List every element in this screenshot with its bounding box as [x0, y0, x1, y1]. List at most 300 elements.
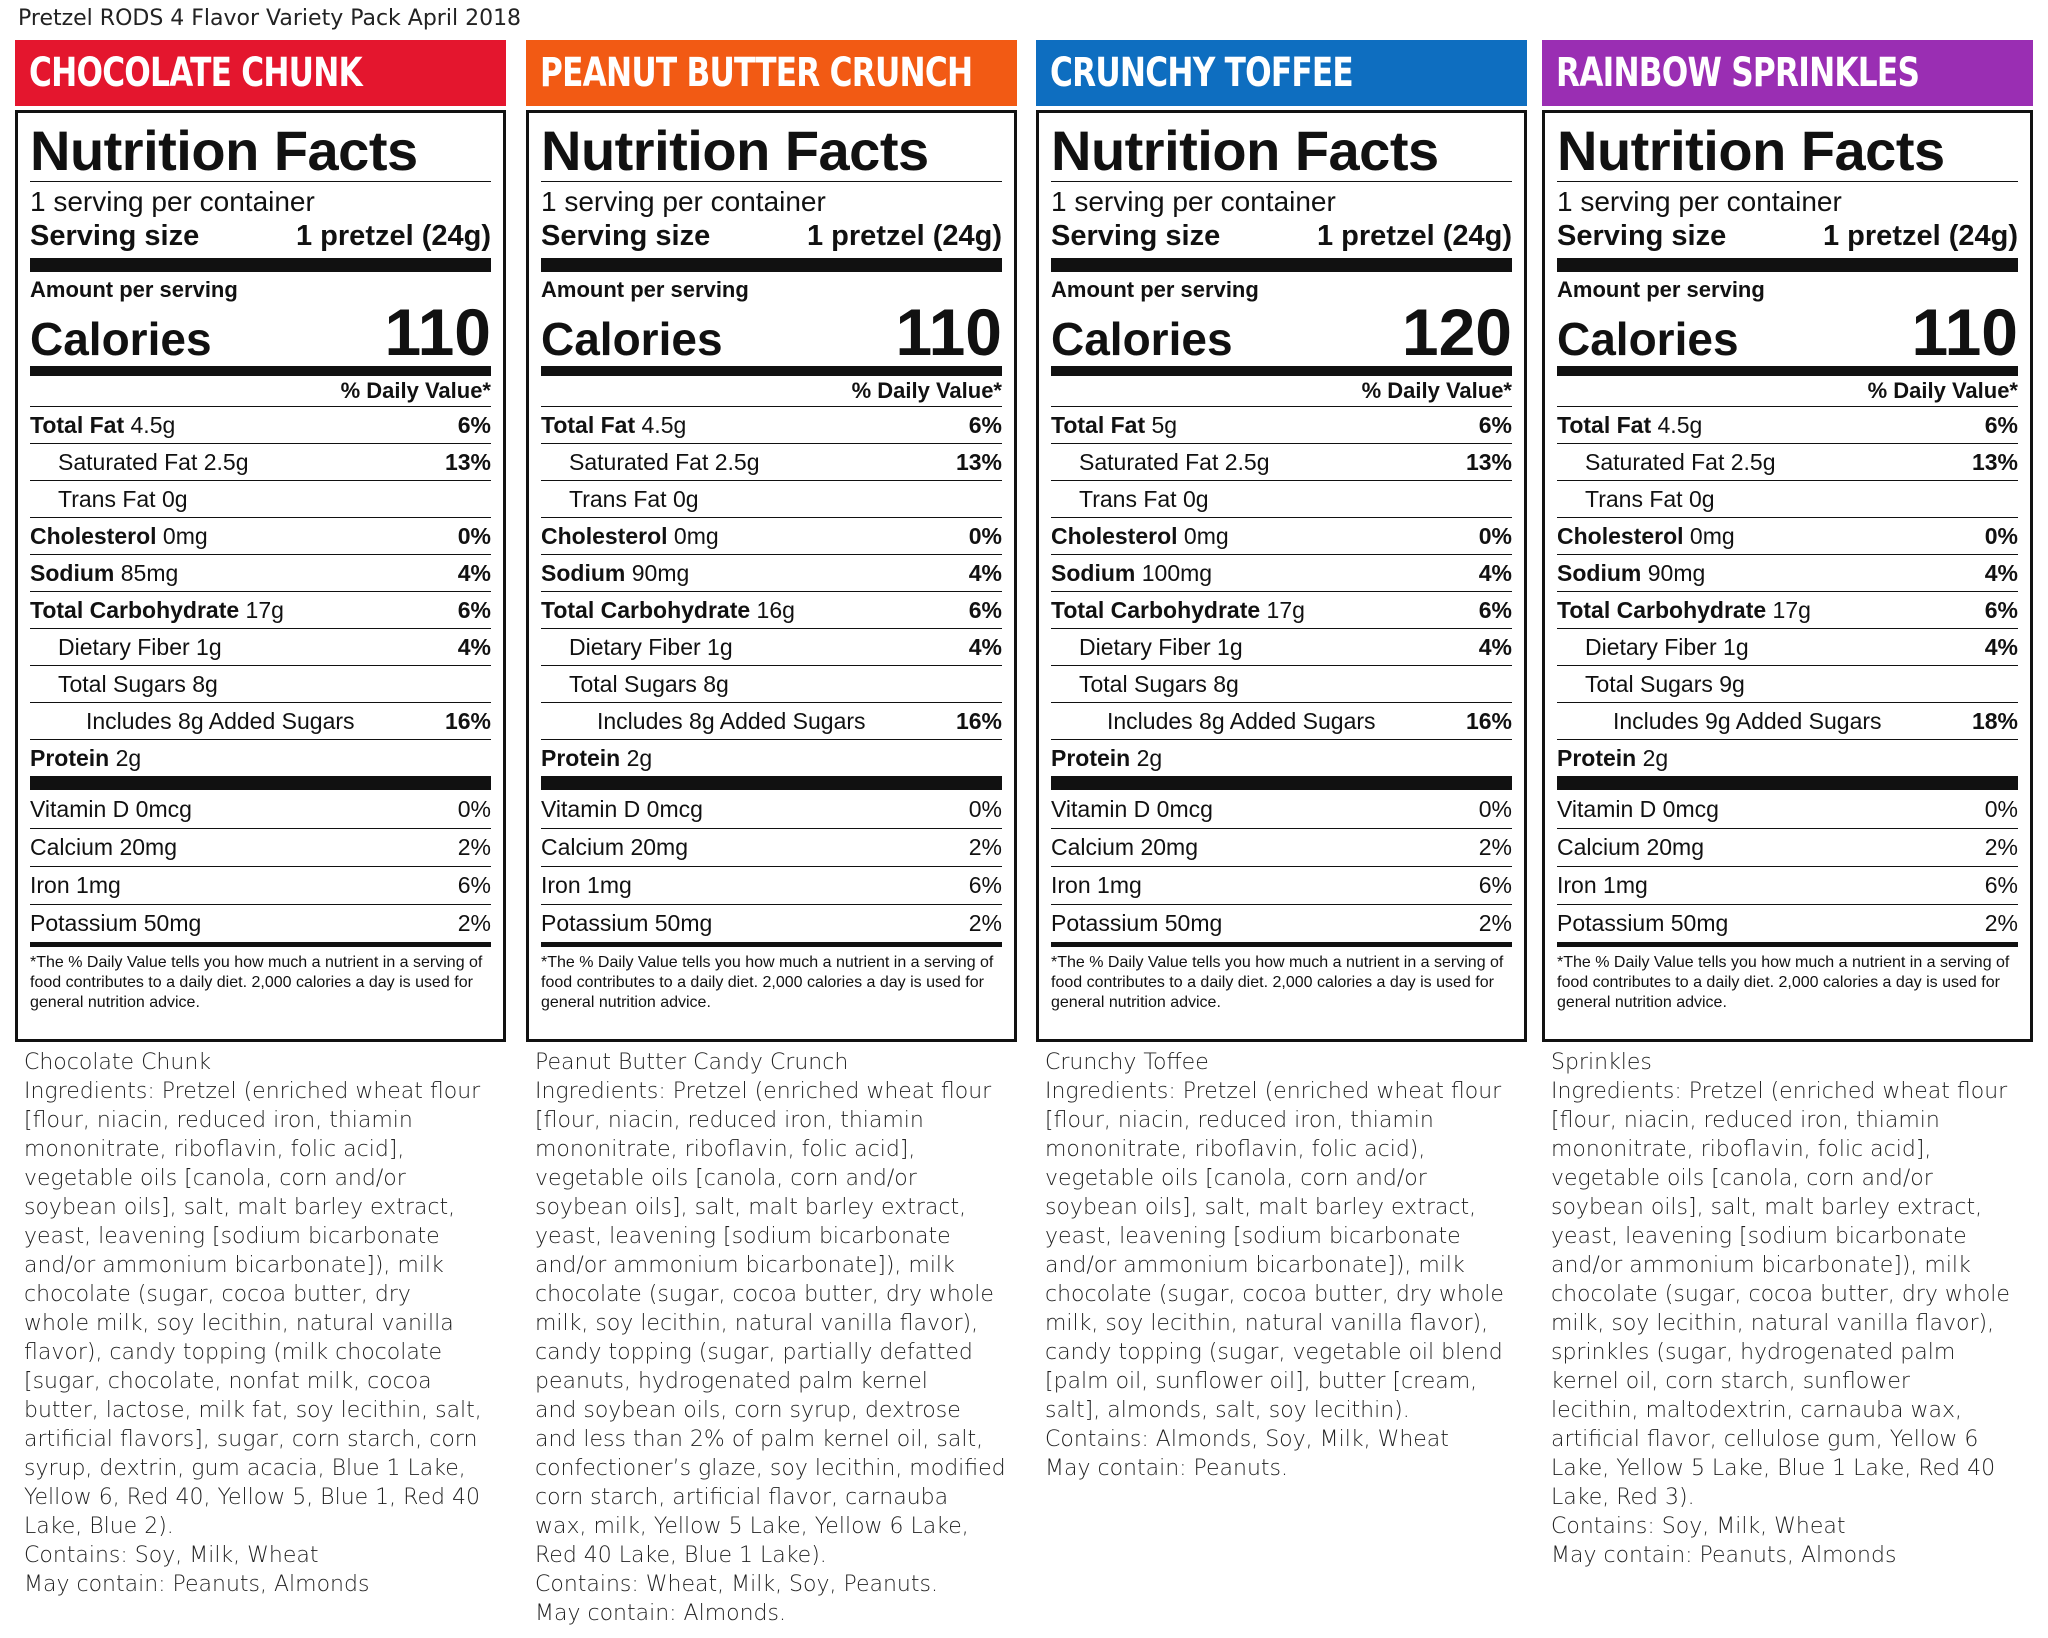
- nutrient-row: [30, 480, 491, 517]
- ingredients-line: Contains: Soy, Milk, Wheat: [24, 1543, 319, 1568]
- nutrient-amount: 2g: [1642, 744, 1669, 771]
- nutrient-name: Total Carbohydrate: [1051, 596, 1261, 623]
- vitamin-list: [30, 790, 491, 942]
- nutrient-amount: 16g: [756, 596, 795, 623]
- ingredients-line: Ingredients: Pretzel (enriched wheat flour: [24, 1079, 481, 1104]
- ingredients-line: Chocolate Chunk: [24, 1050, 211, 1075]
- nutrient-amount: 0mg: [1689, 522, 1735, 549]
- ingredients-line: soybean oils], salt, malt barley extract,: [24, 1195, 456, 1220]
- nutrient-name: Trans Fat: [58, 485, 156, 512]
- nutrient-row: [1557, 739, 2018, 776]
- nutrient-name: Protein: [30, 744, 110, 771]
- ingredients-line: mononitrate, riboflavin, folic acid),: [1045, 1137, 1426, 1162]
- nutrient-daily-value: 6%: [1984, 411, 2018, 438]
- nutrient-row: [1557, 480, 2018, 517]
- daily-value-header: % Daily Value*: [340, 378, 491, 403]
- ingredients-line: Yellow 6, Red 40, Yellow 5, Blue 1, Red 40: [24, 1485, 480, 1510]
- nutrient-row: [1557, 591, 2018, 628]
- nutrient-amount: 8g: [1213, 670, 1239, 697]
- nutrient-daily-value: 6%: [457, 596, 491, 623]
- vitamin-name: Vitamin D: [1051, 795, 1151, 822]
- ingredients-text: [15, 1048, 506, 1599]
- ingredients-line: vegetable oils [canola, corn and/or: [1045, 1166, 1427, 1191]
- ingredients-line: [flour, niacin, reduced iron, thiamin: [1551, 1108, 1940, 1133]
- nutrient-amount: 0mg: [162, 522, 208, 549]
- ingredients-text: [526, 1048, 1017, 1628]
- ingredients-line: [flour, niacin, reduced iron, thiamin: [24, 1108, 413, 1133]
- vitamin-name: Potassium: [30, 910, 138, 936]
- nutrient-amount: 0mg: [1183, 522, 1229, 549]
- nutrient-name: Saturated Fat: [1079, 448, 1219, 475]
- vitamin-row: [1051, 828, 1512, 866]
- vitamin-daily-value: 2%: [457, 834, 491, 860]
- servings-per-container: 1 serving per container: [1557, 186, 1842, 217]
- ingredients-line: and/or ammonium bicarbonate]), milk: [535, 1253, 955, 1278]
- nutrient-amount: 2g: [115, 744, 142, 771]
- calories-value: 120: [1401, 295, 1512, 369]
- vitamin-row: [1051, 866, 1512, 904]
- vitamin-amount: 50mg: [1164, 910, 1223, 936]
- vitamin-row: [1557, 904, 2018, 942]
- nutrient-name: Dietary Fiber: [1585, 633, 1717, 660]
- nutrient-row: [1051, 665, 1512, 702]
- nutrient-row: [1051, 591, 1512, 628]
- vitamin-name: Iron: [541, 872, 581, 898]
- ingredients-line: [flour, niacin, reduced iron, thiamin: [535, 1108, 924, 1133]
- footnote: *The % Daily Value tells you how much a nutrient in a serving of food contributes to a daily diet. 2,000 calories a day is used for general nutrition advice.: [30, 954, 483, 1011]
- nutrient-daily-value: 6%: [1984, 596, 2018, 623]
- vitamin-daily-value: 2%: [1984, 834, 2018, 860]
- vitamin-daily-value: 6%: [457, 872, 491, 898]
- nutrient-amount: 1g: [1723, 633, 1749, 660]
- serving-size-row: [1051, 218, 1512, 258]
- ingredients-line: soybean oils], salt, malt barley extract,: [535, 1195, 967, 1220]
- nutrient-amount: 17g: [1266, 596, 1305, 623]
- vitamin-daily-value: 2%: [968, 834, 1002, 860]
- vitamin-list: [1051, 790, 1512, 942]
- vitamin-row: [1557, 790, 2018, 828]
- vitamin-daily-value: 2%: [1478, 834, 1512, 860]
- serving-size-label: Serving size: [1051, 220, 1221, 252]
- calories-row: [541, 295, 1002, 369]
- nutrient-name: Includes 8g Added Sugars: [597, 707, 866, 734]
- divider: [1051, 258, 1512, 272]
- ingredients-line: confectioner’s glaze, soy lecithin, modified: [535, 1456, 1006, 1481]
- footnote: *The % Daily Value tells you how much a nutrient in a serving of food contributes to a daily diet. 2,000 calories a day is used for general nutrition advice.: [1557, 954, 2010, 1011]
- nutrient-name: Trans Fat: [1585, 485, 1683, 512]
- ingredients-line: yeast, leavening [sodium bicarbonate: [24, 1224, 440, 1249]
- flavor-name: RAINBOW SPRINKLES: [1556, 50, 1920, 96]
- nutrient-name: Total Fat: [541, 411, 636, 438]
- flavor-name: PEANUT BUTTER CRUNCH: [540, 50, 973, 96]
- flavor-column: [1542, 40, 2033, 1570]
- nutrient-amount: 2.5g: [714, 448, 760, 475]
- servings-per-container: 1 serving per container: [30, 186, 315, 217]
- serving-size-row: [1557, 218, 2018, 258]
- ingredients-line: kernel oil, corn starch, sunflower: [1551, 1369, 1910, 1394]
- nutrient-name: Sodium: [1051, 559, 1136, 586]
- serving-size-label: Serving size: [541, 220, 711, 252]
- vitamin-daily-value: 2%: [457, 910, 491, 936]
- ingredients-line: Ingredients: Pretzel (enriched wheat flour: [1551, 1079, 2008, 1104]
- nutrition-facts-panel: [1036, 110, 1527, 1042]
- flavor-banner: [15, 40, 506, 106]
- vitamin-name: Iron: [30, 872, 70, 898]
- ingredients-line: chocolate (sugar, cocoa butter, dry whole: [1551, 1282, 2010, 1307]
- vitamin-amount: 1mg: [1603, 872, 1648, 898]
- nutrient-name: Total Sugars: [1079, 670, 1207, 697]
- vitamin-name: Iron: [1051, 872, 1091, 898]
- nutrient-name: Protein: [1051, 744, 1131, 771]
- nutrient-daily-value: 6%: [968, 411, 1002, 438]
- nutrient-row: [541, 628, 1002, 665]
- ingredients-line: chocolate (sugar, cocoa butter, dry: [24, 1282, 411, 1307]
- serving-size-label: Serving size: [1557, 220, 1727, 252]
- nutrient-name: Total Carbohydrate: [541, 596, 751, 623]
- daily-value-header: % Daily Value*: [1867, 378, 2018, 403]
- vitamin-amount: 50mg: [143, 910, 202, 936]
- amount-per-serving: Amount per serving: [1051, 277, 1259, 302]
- nutrition-facts-panel: [15, 110, 506, 1042]
- nutrient-row: [541, 591, 1002, 628]
- vitamin-row: [30, 904, 491, 942]
- nutrient-row: [541, 480, 1002, 517]
- divider: [541, 776, 1002, 790]
- ingredients-line: wax, milk, Yellow 5 Lake, Yellow 6 Lake,: [535, 1514, 969, 1539]
- nutrient-daily-value: 4%: [457, 633, 491, 660]
- ingredients-line: artificial flavors], sugar, corn starch, corn: [24, 1427, 478, 1452]
- calories-row: [1051, 295, 1512, 369]
- nutrient-daily-value: 4%: [968, 633, 1002, 660]
- calories-row: [1557, 295, 2018, 369]
- vitamin-name: Potassium: [541, 910, 649, 936]
- nutrient-daily-value: 6%: [968, 596, 1002, 623]
- nutrient-amount: 5g: [1151, 411, 1178, 438]
- ingredients-line: butter, lactose, milk fat, soy lecithin, salt,: [24, 1398, 482, 1423]
- nutrient-daily-value: 0%: [1478, 522, 1512, 549]
- ingredients-line: mononitrate, riboflavin, folic acid],: [24, 1137, 405, 1162]
- ingredients-line: Contains: Almonds, Soy, Milk, Wheat: [1045, 1427, 1449, 1452]
- divider: [1051, 776, 1512, 790]
- nutrient-daily-value: 13%: [955, 448, 1002, 475]
- vitamin-name: Vitamin D: [541, 795, 641, 822]
- ingredients-line: corn starch, artificial flavor, carnauba: [535, 1485, 949, 1510]
- nutrient-name: Total Sugars: [58, 670, 186, 697]
- nutrient-daily-value: 13%: [1971, 448, 2018, 475]
- vitamin-daily-value: 2%: [968, 910, 1002, 936]
- vitamin-amount: 1mg: [1097, 872, 1142, 898]
- nutrient-amount: 100mg: [1141, 559, 1213, 586]
- vitamin-name: Calcium: [30, 834, 114, 860]
- nutrient-row: [30, 406, 491, 443]
- nutrient-list: [30, 406, 491, 776]
- vitamin-name: Vitamin D: [1557, 795, 1657, 822]
- nutrient-daily-value: 16%: [444, 707, 491, 734]
- vitamin-amount: 1mg: [76, 872, 121, 898]
- nutrient-name: Saturated Fat: [58, 448, 198, 475]
- flavor-name: CRUNCHY TOFFEE: [1050, 50, 1353, 96]
- vitamin-name: Calcium: [541, 834, 625, 860]
- nutrient-name: Total Fat: [30, 411, 125, 438]
- nutrient-daily-value: 13%: [444, 448, 491, 475]
- nutrient-amount: 17g: [1772, 596, 1811, 623]
- nutrient-name: Dietary Fiber: [1079, 633, 1211, 660]
- ingredients-line: vegetable oils [canola, corn and/or: [1551, 1166, 1933, 1191]
- nutrient-name: Total Sugars: [1585, 670, 1713, 697]
- nutrient-name: Total Fat: [1557, 411, 1652, 438]
- nutrient-amount: 4.5g: [1657, 411, 1703, 438]
- ingredients-line: and/or ammonium bicarbonate]), milk: [1551, 1253, 1971, 1278]
- vitamin-name: Potassium: [1051, 910, 1159, 936]
- nutrient-amount: 2.5g: [1224, 448, 1270, 475]
- ingredients-text: [1542, 1048, 2033, 1570]
- calories-value: 110: [1911, 295, 2018, 369]
- ingredients-line: May contain: Peanuts.: [1045, 1456, 1289, 1481]
- nutrient-daily-value: 18%: [1971, 707, 2018, 734]
- nutrient-daily-value: 4%: [1478, 559, 1512, 586]
- nutrient-row: [30, 517, 491, 554]
- nutrient-row: [30, 739, 491, 776]
- nutrient-amount: 1g: [196, 633, 222, 660]
- nutrient-name: Cholesterol: [541, 522, 668, 549]
- vitamin-daily-value: 2%: [1478, 910, 1512, 936]
- servings-per-container: 1 serving per container: [541, 186, 826, 217]
- footnote: *The % Daily Value tells you how much a nutrient in a serving of food contributes to a daily diet. 2,000 calories a day is used for general nutrition advice.: [1051, 954, 1504, 1011]
- nutrient-amount: 2.5g: [1730, 448, 1776, 475]
- ingredients-line: soybean oils], salt, malt barley extract,: [1045, 1195, 1477, 1220]
- vitamin-row: [541, 828, 1002, 866]
- nutrient-daily-value: 16%: [1465, 707, 1512, 734]
- nutrient-row: [541, 406, 1002, 443]
- nutrient-name: Total Fat: [1051, 411, 1146, 438]
- ingredients-line: soybean oils], salt, malt barley extract,: [1551, 1195, 1983, 1220]
- nutrient-name: Includes 8g Added Sugars: [1107, 707, 1376, 734]
- nutrient-name: Includes 9g Added Sugars: [1613, 707, 1882, 734]
- calories-label: Calories: [541, 313, 723, 365]
- vitamin-daily-value: 0%: [1478, 795, 1512, 822]
- ingredients-line: Lake, Blue 2).: [24, 1514, 174, 1539]
- nutrient-name: Dietary Fiber: [569, 633, 701, 660]
- ingredients-line: yeast, leavening [sodium bicarbonate: [1045, 1224, 1461, 1249]
- daily-value-header: % Daily Value*: [1361, 378, 1512, 403]
- amount-per-serving: Amount per serving: [30, 277, 238, 302]
- ingredients-line: Lake, Red 3).: [1551, 1485, 1695, 1510]
- ingredients-line: mononitrate, riboflavin, folic acid],: [1551, 1137, 1932, 1162]
- calories-label: Calories: [1557, 313, 1739, 365]
- nutrient-amount: 17g: [245, 596, 284, 623]
- nutrient-row: [1557, 665, 2018, 702]
- nutrient-name: Cholesterol: [1051, 522, 1178, 549]
- ingredients-line: Sprinkles: [1551, 1050, 1652, 1075]
- amount-per-serving: Amount per serving: [1557, 277, 1765, 302]
- flavor-banner: [1542, 40, 2033, 106]
- calories-value: 110: [895, 295, 1002, 369]
- vitamin-row: [541, 904, 1002, 942]
- nutrient-amount: 8g: [703, 670, 729, 697]
- nutrition-facts-title: Nutrition Facts: [30, 119, 418, 182]
- serving-size-row: [541, 218, 1002, 258]
- nutrient-amount: 1g: [707, 633, 733, 660]
- nutrient-name: Trans Fat: [569, 485, 667, 512]
- vitamin-name: Iron: [1557, 872, 1597, 898]
- ingredients-line: sprinkles (sugar, hydrogenated palm: [1551, 1340, 1956, 1365]
- calories-label: Calories: [1051, 313, 1233, 365]
- nutrient-row: [1557, 443, 2018, 480]
- nutrient-row: [1557, 406, 2018, 443]
- vitamin-daily-value: 6%: [1984, 872, 2018, 898]
- nutrient-daily-value: 13%: [1465, 448, 1512, 475]
- vitamin-name: Vitamin D: [30, 795, 130, 822]
- nutrient-amount: 1g: [1217, 633, 1243, 660]
- flavor-column: [15, 40, 506, 1599]
- serving-size-value: 1 pretzel (24g): [296, 220, 491, 252]
- nutrient-row: [30, 554, 491, 591]
- vitamin-name: Calcium: [1051, 834, 1135, 860]
- ingredients-line: [palm oil, sunflower oil], butter [cream,: [1045, 1369, 1478, 1394]
- nutrient-name: Cholesterol: [1557, 522, 1684, 549]
- nutrition-facts-panel: [526, 110, 1017, 1042]
- vitamin-amount: 20mg: [1140, 834, 1199, 860]
- nutrient-row: [541, 665, 1002, 702]
- nutrient-name: Total Carbohydrate: [1557, 596, 1767, 623]
- flavor-column: [1036, 40, 1527, 1483]
- ingredients-line: milk, soy lecithin, natural vanilla flavor),: [1045, 1311, 1489, 1336]
- nutrient-amount: 8g: [192, 670, 218, 697]
- nutrient-daily-value: 16%: [955, 707, 1002, 734]
- vitamin-amount: 0mcg: [646, 795, 703, 822]
- divider: [1557, 776, 2018, 790]
- nutrient-row: [30, 628, 491, 665]
- vitamin-amount: 0mcg: [135, 795, 192, 822]
- vitamin-amount: 20mg: [119, 834, 178, 860]
- nutrient-amount: 0g: [672, 485, 699, 512]
- nutrient-daily-value: 6%: [457, 411, 491, 438]
- serving-size-label: Serving size: [30, 220, 200, 252]
- nutrient-row: [1051, 554, 1512, 591]
- ingredients-line: lecithin, maltodextrin, carnauba wax,: [1551, 1398, 1962, 1423]
- nutrient-row: [1557, 554, 2018, 591]
- nutrient-row: [541, 517, 1002, 554]
- vitamin-daily-value: 2%: [1984, 910, 2018, 936]
- nutrient-amount: 90mg: [1647, 559, 1706, 586]
- serving-size-value: 1 pretzel (24g): [1823, 220, 2018, 252]
- nutrient-amount: 2g: [626, 744, 653, 771]
- divider: [541, 258, 1002, 272]
- ingredients-line: May contain: Almonds.: [535, 1601, 786, 1626]
- ingredients-line: chocolate (sugar, cocoa butter, dry whole: [535, 1282, 994, 1307]
- ingredients-line: flavor), candy topping (milk chocolate: [24, 1340, 442, 1365]
- ingredients-line: mononitrate, riboflavin, folic acid],: [535, 1137, 916, 1162]
- nutrient-name: Sodium: [30, 559, 115, 586]
- divider: [30, 776, 491, 790]
- nutrient-daily-value: 0%: [457, 522, 491, 549]
- serving-size-value: 1 pretzel (24g): [1317, 220, 1512, 252]
- ingredients-line: milk, soy lecithin, natural vanilla flavor),: [1551, 1311, 1995, 1336]
- nutrient-name: Total Sugars: [569, 670, 697, 697]
- nutrient-daily-value: 4%: [1984, 633, 2018, 660]
- ingredients-line: milk, soy lecithin, natural vanilla flavor),: [535, 1311, 979, 1336]
- ingredients-line: Contains: Wheat, Milk, Soy, Peanuts.: [535, 1572, 938, 1597]
- vitamin-amount: 0mcg: [1156, 795, 1213, 822]
- nutrient-list: [1051, 406, 1512, 776]
- nutrient-row: [1051, 628, 1512, 665]
- nutrient-name: Sodium: [1557, 559, 1642, 586]
- vitamin-amount: 1mg: [587, 872, 632, 898]
- nutrient-name: Saturated Fat: [1585, 448, 1725, 475]
- nutrient-row: [1051, 739, 1512, 776]
- nutrient-daily-value: 6%: [1478, 596, 1512, 623]
- ingredients-line: and/or ammonium bicarbonate]), milk: [24, 1253, 444, 1278]
- nutrient-amount: 0mg: [673, 522, 719, 549]
- ingredients-line: syrup, dextrin, gum acacia, Blue 1 Lake,: [24, 1456, 466, 1481]
- flavor-column: [526, 40, 1017, 1628]
- calories-row: [30, 295, 491, 369]
- nutrient-daily-value: 0%: [1984, 522, 2018, 549]
- vitamin-daily-value: 0%: [1984, 795, 2018, 822]
- divider: [1557, 258, 2018, 272]
- nutrient-row: [1557, 702, 2018, 739]
- serving-size-row: [30, 218, 491, 258]
- nutrient-amount: 4.5g: [130, 411, 176, 438]
- nutrition-facts-title: Nutrition Facts: [1051, 119, 1439, 182]
- vitamin-row: [1051, 904, 1512, 942]
- ingredients-line: yeast, leavening [sodium bicarbonate: [1551, 1224, 1967, 1249]
- nutrient-amount: 2g: [1136, 744, 1163, 771]
- ingredients-line: artificial flavor, cellulose gum, Yellow 6: [1551, 1427, 1979, 1452]
- servings-per-container: 1 serving per container: [1051, 186, 1336, 217]
- vitamin-row: [1051, 790, 1512, 828]
- vitamin-amount: 20mg: [1646, 834, 1705, 860]
- nutrient-list: [541, 406, 1002, 776]
- nutrient-row: [30, 702, 491, 739]
- nutrient-amount: 90mg: [631, 559, 690, 586]
- nutrient-name: Protein: [1557, 744, 1637, 771]
- nutrient-name: Cholesterol: [30, 522, 157, 549]
- ingredients-text: [1036, 1048, 1527, 1483]
- ingredients-line: and less than 2% of palm kernel oil, salt,: [535, 1427, 984, 1452]
- nutrient-row: [1557, 628, 2018, 665]
- nutrition-facts-panel: [1542, 110, 2033, 1042]
- ingredients-line: yeast, leavening [sodium bicarbonate: [535, 1224, 951, 1249]
- nutrient-daily-value: 4%: [1478, 633, 1512, 660]
- flavor-banner: [526, 40, 1017, 106]
- ingredients-line: May contain: Peanuts, Almonds: [24, 1572, 370, 1597]
- serving-size-value: 1 pretzel (24g): [807, 220, 1002, 252]
- vitamin-row: [30, 828, 491, 866]
- ingredients-line: Contains: Soy, Milk, Wheat: [1551, 1514, 1846, 1539]
- vitamin-row: [1557, 828, 2018, 866]
- vitamin-daily-value: 6%: [968, 872, 1002, 898]
- nutrient-row: [541, 443, 1002, 480]
- ingredients-line: peanuts, hydrogenated palm kernel: [535, 1369, 928, 1394]
- ingredients-line: Lake, Yellow 5 Lake, Blue 1 Lake, Red 40: [1551, 1456, 1996, 1481]
- amount-per-serving: Amount per serving: [541, 277, 749, 302]
- ingredients-line: chocolate (sugar, cocoa butter, dry whole: [1045, 1282, 1504, 1307]
- vitamin-amount: 50mg: [654, 910, 713, 936]
- nutrient-row: [30, 443, 491, 480]
- ingredients-line: candy topping (sugar, vegetable oil blend: [1045, 1340, 1503, 1365]
- nutrient-name: Protein: [541, 744, 621, 771]
- vitamin-list: [541, 790, 1002, 942]
- ingredients-line: vegetable oils [canola, corn and/or: [24, 1166, 406, 1191]
- vitamin-amount: 0mcg: [1662, 795, 1719, 822]
- calories-label: Calories: [30, 313, 212, 365]
- nutrient-row: [541, 554, 1002, 591]
- nutrient-name: Sodium: [541, 559, 626, 586]
- nutrient-row: [1051, 517, 1512, 554]
- nutrient-amount: 0g: [161, 485, 188, 512]
- ingredients-line: [flour, niacin, reduced iron, thiamin: [1045, 1108, 1434, 1133]
